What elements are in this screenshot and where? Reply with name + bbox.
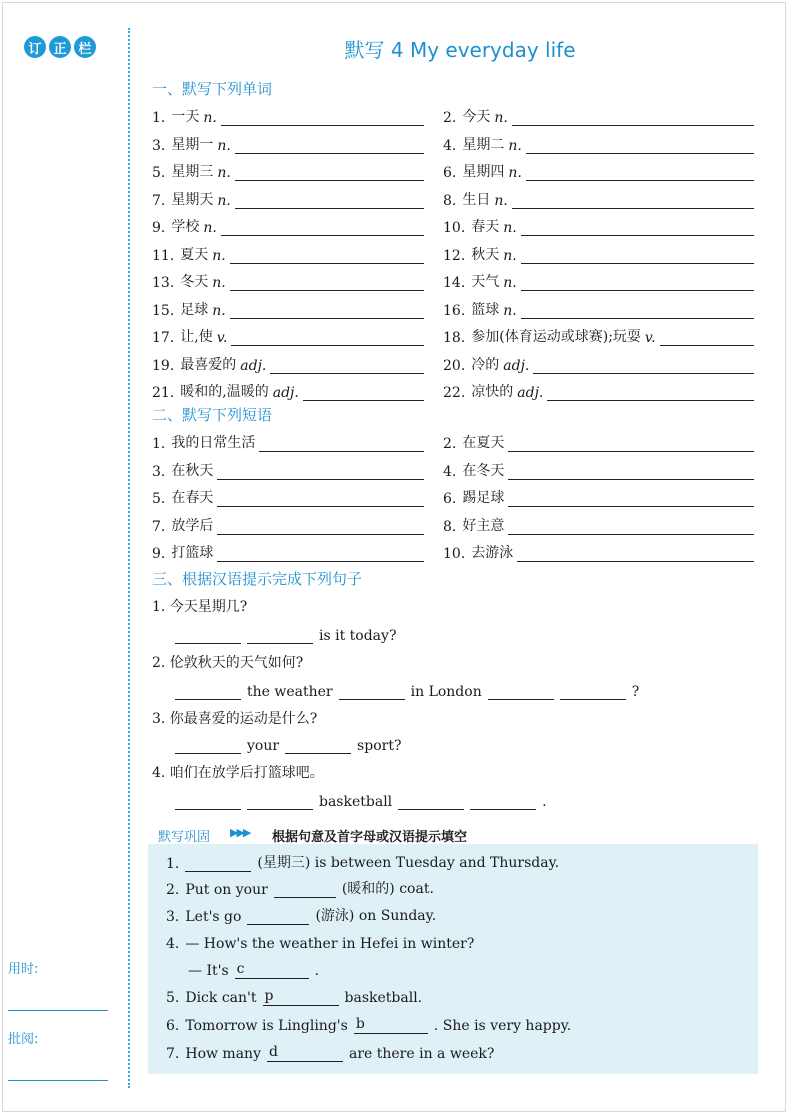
review-instruction: 根据句意及首字母或汉语提示填空 [272,830,468,845]
item-number: 8. [443,518,457,535]
word-item [443,354,754,374]
cue-blank[interactable]: d [267,1045,343,1062]
answer-blank[interactable] [247,795,313,810]
answer-blank[interactable] [303,386,424,401]
item-number: 20. [443,357,466,374]
item-number: 3. [152,137,166,154]
word-item [443,299,754,319]
item-number: 22. [443,385,466,401]
phrase-item [443,432,754,452]
answer-blank[interactable] [217,520,424,535]
item-chinese: 冬天 [180,274,209,290]
item-pos: n. [494,192,508,209]
word-item [443,271,754,291]
item-pos: n. [217,137,231,154]
review-sentence: 6. Tomorrow is Lingling's b . She is very happy. [166,1016,572,1034]
item-number: 7. [152,192,166,209]
badge-char: 栏 [74,36,96,58]
word-item [152,134,424,154]
item-chinese: 星期四 [462,164,505,180]
answer-blank[interactable] [230,249,424,264]
word-item [152,271,424,291]
item-number: 14. [443,275,466,291]
badge-char: 正 [49,36,71,58]
page-title: 默写 4 My everyday life [344,38,576,62]
item-chinese: 天气 [471,274,500,290]
item-pos: n. [212,275,226,291]
answer-blank[interactable] [285,739,351,754]
section-1-heading: 一、默写下列单词 [152,80,273,98]
item-number: 4. [443,463,457,480]
item-number: 1. [152,436,166,452]
answer-blank[interactable] [270,359,424,374]
review-sentence: 3. Let's go (游泳) on Sunday. [166,908,437,925]
margin-dotted-line [128,28,130,1088]
item-chinese: 夏天 [180,246,209,263]
phrase-item [443,460,754,480]
item-pos: n. [508,165,522,181]
answer-blank[interactable] [533,359,754,374]
item-chinese: 足球 [180,301,209,318]
item-number: 9. [152,546,166,562]
phrase-item [443,487,754,507]
answer-blank[interactable] [235,194,424,209]
item-number: 13. [152,275,175,291]
cue-blank[interactable]: b [354,1017,428,1034]
item-number: 5. [152,165,166,181]
item-pos: adj. [272,385,299,401]
item-number: 15. [152,302,175,319]
answer-blank[interactable] [221,111,424,126]
item-number: 1. [152,110,166,126]
answer-blank[interactable] [231,331,424,346]
review-sentence: 4. — How's the weather in Hefei in winter? [166,936,475,952]
word-item [152,216,424,236]
item-chinese: 今天 [462,109,491,125]
word-item [443,244,754,264]
item-chinese: 暖和的,温暖的 [180,384,269,400]
time-label: 用时: [8,962,39,977]
review-rule [8,1080,108,1081]
item-pos: v. [644,330,656,346]
item-number: 3. [152,463,166,480]
answer-blank[interactable] [521,221,754,236]
answer-blank[interactable] [235,139,424,154]
answer-blank[interactable] [175,629,241,644]
answer-blank[interactable] [508,520,754,535]
cue-blank[interactable]: p [263,989,339,1006]
review-sentence: 5. Dick can't p basketball. [166,988,423,1006]
item-number: 12. [443,247,466,264]
answer-blank[interactable] [526,166,754,181]
answer-blank[interactable] [512,111,754,126]
phrase-item [152,542,424,562]
item-pos: adj. [240,357,267,374]
item-chinese: 在夏天 [462,435,505,451]
phrase-item [152,515,424,535]
review-label: 批阅: [8,1032,39,1047]
answer-blank[interactable] [508,465,754,480]
answer-blank[interactable] [274,883,336,898]
item-pos: n. [217,165,231,181]
item-number: 6. [443,165,457,181]
item-chinese: 打篮球 [171,545,214,561]
item-pos: n. [503,247,517,264]
item-chinese: 在冬天 [462,462,505,479]
answer-blank[interactable] [185,857,251,872]
answer-blank[interactable] [175,795,241,810]
correction-column-badge [24,36,96,58]
item-number: 4. [443,137,457,154]
sentence-answer: basketball . [175,790,553,810]
word-item [152,106,424,126]
item-number: 5. [152,491,166,507]
item-pos: n. [503,220,517,236]
answer-blank[interactable] [508,492,754,507]
word-item [443,189,754,209]
word-item [152,354,424,374]
time-rule [8,1010,108,1011]
item-pos: n. [212,302,226,319]
item-chinese: 让,使 [180,329,213,345]
item-number: 2. [443,110,457,126]
item-chinese: 参加(体育运动或球赛);玩耍 [471,329,641,345]
item-chinese: 最喜爱的 [180,356,237,373]
sentence-answer: the weather in London ? [175,680,645,700]
item-pos: n. [203,220,217,236]
item-number: 18. [443,330,466,346]
phrase-item [152,432,424,452]
answer-blank[interactable] [247,910,309,925]
item-pos: n. [503,302,517,319]
word-item [443,216,754,236]
item-number: 19. [152,357,175,374]
answer-blank[interactable] [175,685,241,700]
item-chinese: 好主意 [462,517,505,534]
word-item [443,326,754,346]
item-number: 21. [152,385,175,401]
cue-blank[interactable]: c [235,962,309,979]
review-sentence: 2. Put on your (暖和的) coat. [166,881,434,898]
sentence-question: 1. 今天星期几? [152,599,248,615]
item-chinese: 去游泳 [471,545,514,561]
item-chinese: 春天 [471,219,500,235]
phrase-item [443,542,754,562]
answer-blank[interactable] [339,685,405,700]
item-pos: adj. [517,385,544,401]
review-sentence: — It's c . [188,961,320,979]
sentence-question: 2. 伦敦秋天的天气如何? [152,655,304,671]
answer-blank[interactable] [217,547,424,562]
item-chinese: 在秋天 [171,462,214,479]
answer-blank[interactable] [470,795,536,810]
word-item [152,381,424,401]
item-pos: n. [503,275,517,291]
item-number: 8. [443,192,457,209]
answer-blank[interactable] [488,685,554,700]
answer-blank[interactable] [247,629,313,644]
answer-blank[interactable] [517,547,754,562]
word-item [152,189,424,209]
item-number: 10. [443,546,466,562]
item-number: 10. [443,220,466,236]
item-chinese: 放学后 [171,517,214,534]
item-chinese: 星期一 [171,136,214,153]
item-chinese: 冷的 [471,356,500,373]
answer-blank[interactable] [175,739,241,754]
item-number: 11. [152,247,175,264]
item-chinese: 凉快的 [471,384,514,400]
word-item [152,244,424,264]
item-chinese: 在春天 [171,490,214,506]
sentence-answer: is it today? [175,624,402,644]
item-pos: v. [216,330,228,346]
answer-blank[interactable] [221,221,424,236]
item-pos: adj. [503,357,530,374]
sentence-question: 4. 咱们在放学后打篮球吧。 [152,765,324,781]
item-number: 16. [443,302,466,319]
item-number: 2. [443,436,457,452]
item-number: 6. [443,491,457,507]
answer-blank[interactable] [660,331,754,346]
section-3-heading: 三、根据汉语提示完成下列句子 [152,570,363,588]
item-number: 17. [152,330,175,346]
item-chinese: 星期三 [171,164,214,180]
word-item [443,134,754,154]
answer-blank[interactable] [526,139,754,154]
item-chinese: 学校 [171,219,200,235]
review-sentence: 7. How many d are there in a week? [166,1044,495,1062]
word-item [152,299,424,319]
sentence-question: 3. 你最喜爱的运动是什么? [152,711,318,727]
item-chinese: 生日 [462,191,491,208]
answer-blank[interactable] [521,304,754,319]
word-item [152,161,424,181]
answer-blank[interactable] [217,492,424,507]
section-2-heading: 二、默写下列短语 [152,406,273,424]
item-chinese: 踢足球 [462,490,505,506]
word-item [152,326,424,346]
item-chinese: 星期天 [171,191,214,208]
item-pos: n. [494,110,508,126]
item-chinese: 我的日常生活 [171,435,256,451]
badge-char: 订 [24,36,46,58]
item-chinese: 秋天 [471,246,500,263]
item-pos: n. [508,137,522,154]
answer-blank[interactable] [398,795,464,810]
item-chinese: 星期二 [462,136,505,153]
answer-blank[interactable] [259,437,424,452]
item-chinese: 一天 [171,109,200,125]
sentence-answer: your sport? [175,734,407,754]
answer-blank[interactable] [230,304,424,319]
item-chinese: 篮球 [471,301,500,318]
phrase-item [152,487,424,507]
item-number: 7. [152,518,166,535]
phrase-item [152,460,424,480]
answer-blank[interactable] [547,386,754,401]
word-item [443,381,754,401]
item-pos: n. [203,110,217,126]
answer-blank[interactable] [508,437,754,452]
word-item [443,161,754,181]
answer-blank[interactable] [521,276,754,291]
answer-blank[interactable] [521,249,754,264]
item-number: 9. [152,220,166,236]
answer-blank[interactable] [230,276,424,291]
review-tag: 默写巩固 [158,830,211,845]
word-item [443,106,754,126]
answer-blank[interactable] [560,685,626,700]
item-pos: n. [217,192,231,209]
review-sentence: 1. (星期三) is between Tuesday and Thursday. [166,855,560,872]
arrow-icon: ▶▶▶ [230,826,250,839]
answer-blank[interactable] [217,465,424,480]
answer-blank[interactable] [235,166,424,181]
answer-blank[interactable] [512,194,754,209]
item-pos: n. [212,247,226,264]
phrase-item [443,515,754,535]
